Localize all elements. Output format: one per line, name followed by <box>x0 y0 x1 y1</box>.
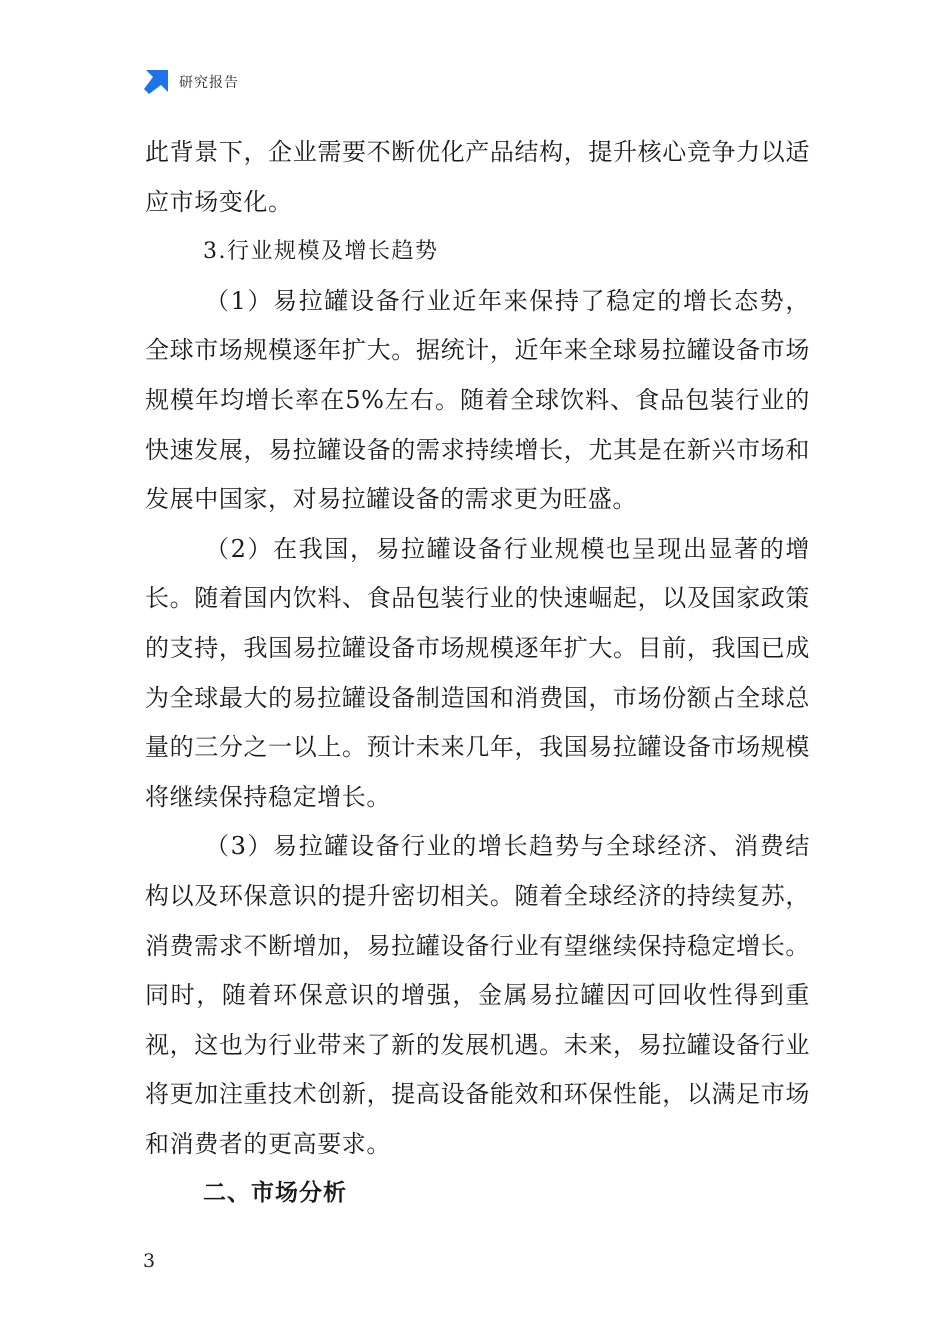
arrow-up-right-logo-icon <box>143 69 169 95</box>
document-body <box>145 128 810 1219</box>
document-header <box>143 68 239 96</box>
paragraph-continuation: 此背景下，企业需要不断优化产品结构，提升核心竞争力以适应市场变化。 <box>145 138 810 216</box>
paragraph-domestic-scale: （2）在我国，易拉罐设备行业规模也呈现出显著的增长。随着国内饮料、食品包装行业的快速崛起，以及国家政策的支持，我国易拉罐设备市场规模逐年扩大。目前，我国已成为全球最大的易拉罐设备制造国和消费国，市场份额占全球总量的三分之一以上。预计未来几年，我国易拉罐设备市场规模将继续保持稳定增长。 <box>145 534 810 811</box>
paragraph-growth-trend: （3）易拉罐设备行业的增长趋势与全球经济、消费结构以及环保意识的提升密切相关。随着全球经济的持续复苏，消费需求不断增加，易拉罐设备行业有望继续保持稳定增长。同时，随着环保意识的增强，金属易拉罐因可回收性得到重视，这也为行业带来了新的发展机遇。未来，易拉罐设备行业将更加注重技术创新，提高设备能效和环保性能，以满足市场和消费者的更高要求。 <box>145 832 810 1158</box>
paragraph-global-scale: （1）易拉罐设备行业近年来保持了稳定的增长态势，全球市场规模逐年扩大。据统计，近年来全球易拉罐设备市场规模年均增长率在5%左右。随着全球饮料、食品包装行业的快速发展，易拉罐设备的需求持续增长，尤其是在新兴市场和发展中国家，对易拉罐设备的需求更为旺盛。 <box>145 286 810 514</box>
section-title: 二、市场分析 <box>203 1180 347 1207</box>
header-label: 研究报告 <box>179 75 239 91</box>
page-number: 3 <box>143 1250 156 1272</box>
subsection-heading: 3.行业规模及增长趋势 <box>203 239 439 265</box>
